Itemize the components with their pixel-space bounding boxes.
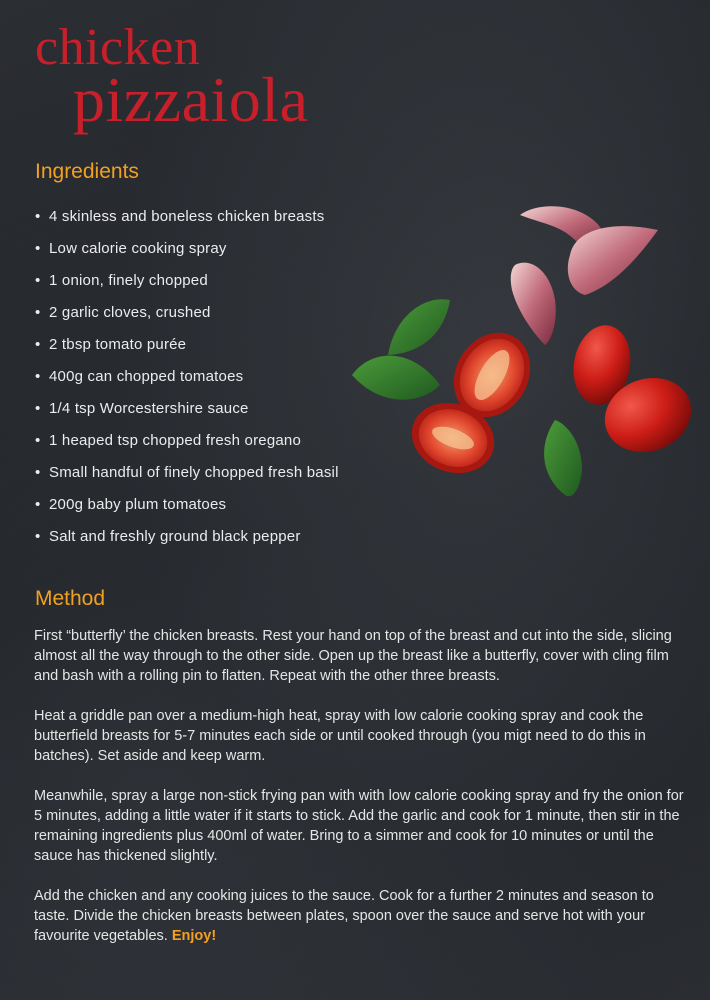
ingredient-item: • Salt and freshly ground black pepper [35, 528, 301, 545]
ingredient-item: • 1 onion, finely chopped [35, 272, 208, 289]
recipe-title [35, 19, 309, 135]
ingredients-list [35, 206, 339, 558]
recipe-title-line1: chicken [35, 19, 201, 76]
plum-tomato [567, 321, 701, 464]
method-step: First “butterfly’ the chicken breasts. Rest your hand on top of the breast and cut into the side, slicing almost all the way through to the other side. Open up the breast like a butterfly, cover with cling film and bash with a rolling pin to flatten. Repeat with the other three breasts. [34, 628, 672, 684]
ingredient-item: • Low calorie cooking spray [35, 240, 227, 257]
ingredient-item: • 200g baby plum tomatoes [35, 496, 227, 513]
ingredient-item: • 2 tbsp tomato purée [35, 336, 187, 353]
ingredient-item: • 400g can chopped tomatoes [35, 368, 244, 385]
method-steps [34, 626, 684, 966]
method-heading: Method [35, 587, 106, 610]
enjoy-text: Enjoy! [171, 928, 217, 944]
ingredients-heading: Ingredients [35, 160, 139, 183]
method-step: Add the chicken and any cooking juices to the sauce. Cook for a further 2 minutes and season to taste. Divide the chicken breasts between plates, spoon over the sauce and serve hot with your favourite vegetables. Enjoy! [34, 888, 654, 944]
method-step: Meanwhile, spray a large non-stick frying pan with with low calorie cooking spray and fry the onion for 5 minutes, adding a little water if it starts to stick. Add the garlic and cook for 1 minute, then stir in the remaining ingredients plus 400ml of water. Bring to a simmer and cook for 10 minutes or until the sauce has thickened slightly. [34, 788, 684, 864]
ingredient-item: • 2 garlic cloves, crushed [35, 304, 211, 321]
recipe-title-line2: pizzaiola [73, 64, 309, 135]
ingredient-item: • 1/4 tsp Worcestershire sauce [35, 400, 249, 417]
ingredient-item: • 1 heaped tsp chopped fresh oregano [35, 432, 301, 449]
method-step: Heat a griddle pan over a medium-high heat, spray with low calorie cooking spray and cook the butterfield breasts for 5-7 minutes each side or until cooked through (you migt need to do this in batches). Set aside and keep warm. [34, 708, 646, 764]
ingredient-item: • 4 skinless and boneless chicken breasts [35, 208, 325, 225]
ingredient-item: • Small handful of finely chopped fresh basil [35, 464, 339, 481]
garlic-clove [511, 206, 658, 345]
ingredients-photo [340, 195, 710, 515]
